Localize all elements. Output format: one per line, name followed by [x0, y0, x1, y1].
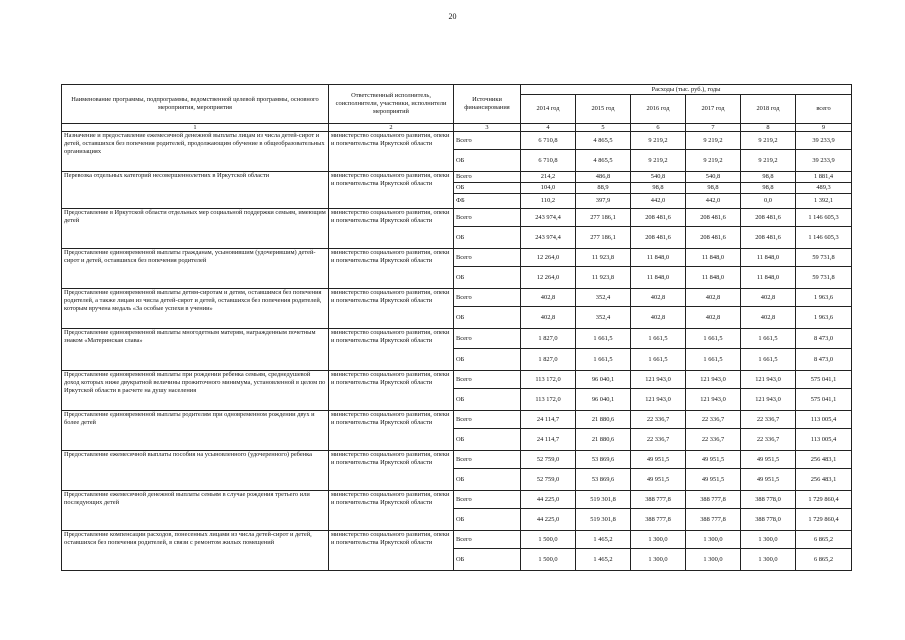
year-value: 11 848,0	[686, 249, 741, 267]
funding-source: ОБ	[454, 429, 521, 451]
year-value: 49 951,5	[741, 469, 796, 491]
year-value: 6 710,8	[521, 132, 576, 150]
total-value: 39 233,9	[796, 132, 852, 150]
year-value: 6 710,8	[521, 150, 576, 172]
year-value: 12 264,0	[521, 249, 576, 267]
year-value: 9 219,2	[741, 132, 796, 150]
year-value: 49 951,5	[686, 451, 741, 469]
budget-table	[61, 84, 852, 571]
year-value: 22 336,7	[741, 411, 796, 429]
funding-source: ОБ	[454, 267, 521, 289]
table-row	[62, 172, 852, 183]
year-value: 1 661,5	[741, 349, 796, 371]
year-value: 52 759,0	[521, 451, 576, 469]
year-value: 121 943,0	[631, 389, 686, 411]
funding-source: Всего	[454, 371, 521, 389]
year-value: 243 974,4	[521, 227, 576, 249]
year-value: 0,0	[741, 194, 796, 209]
year-value: 388 778,0	[741, 491, 796, 509]
year-value: 52 759,0	[521, 469, 576, 491]
year-value: 388 777,8	[631, 491, 686, 509]
measure-name: Предоставление единовременной выплаты при рождении ребенка семьям, среднедушевой доход которых ниже двукратной величины прожиточного минимума, установленной в целом по Иркутской области в расчете на душу населения	[62, 371, 329, 411]
table-row	[62, 132, 852, 150]
year-value: 1 300,0	[631, 531, 686, 549]
year-value: 1 465,2	[576, 549, 631, 571]
column-index: 4	[521, 124, 576, 132]
year-value: 540,8	[686, 172, 741, 183]
table-row	[62, 249, 852, 267]
year-value: 21 880,6	[576, 411, 631, 429]
year-value: 1 300,0	[631, 549, 686, 571]
responsible-executor: министерство социального развития, опеки и попечительства Иркутской области	[329, 371, 454, 411]
year-value: 442,0	[631, 194, 686, 209]
total-value: 6 865,2	[796, 531, 852, 549]
header-responsible: Ответственный исполнитель, соисполнители, участники, исполнители мероприятий	[329, 85, 454, 124]
year-value: 208 481,6	[686, 227, 741, 249]
year-value: 121 943,0	[686, 389, 741, 411]
responsible-executor: министерство социального развития, опеки и попечительства Иркутской области	[329, 411, 454, 451]
column-index: 5	[576, 124, 631, 132]
year-value: 98,8	[686, 183, 741, 194]
year-value: 11 848,0	[686, 267, 741, 289]
funding-source: Всего	[454, 451, 521, 469]
column-index: 8	[741, 124, 796, 132]
year-value: 49 951,5	[741, 451, 796, 469]
responsible-executor: министерство социального развития, опеки и попечительства Иркутской области	[329, 249, 454, 289]
year-value: 1 661,5	[576, 329, 631, 349]
funding-source: Всего	[454, 249, 521, 267]
year-value: 22 336,7	[631, 429, 686, 451]
measure-name: Предоставление ежемесячной выплаты пособия на усыновленного (удочеренного) ребенка	[62, 451, 329, 491]
header-year: 2016 год	[631, 95, 686, 124]
funding-source: ОБ	[454, 389, 521, 411]
year-value: 1 661,5	[631, 329, 686, 349]
total-value: 1 963,6	[796, 289, 852, 307]
year-value: 402,8	[521, 307, 576, 329]
page-number: 20	[448, 12, 457, 21]
year-value: 4 865,5	[576, 150, 631, 172]
year-value: 9 219,2	[686, 150, 741, 172]
funding-source: Всего	[454, 411, 521, 429]
funding-source: ОБ	[454, 307, 521, 329]
column-index: 6	[631, 124, 686, 132]
year-value: 1 300,0	[741, 549, 796, 571]
year-value: 1 465,2	[576, 531, 631, 549]
year-value: 24 114,7	[521, 411, 576, 429]
year-value: 9 219,2	[741, 150, 796, 172]
year-value: 44 225,0	[521, 491, 576, 509]
table-row	[62, 491, 852, 509]
year-value: 1 661,5	[631, 349, 686, 371]
total-value: 1 146 605,3	[796, 227, 852, 249]
year-value: 9 219,2	[631, 150, 686, 172]
year-value: 388 777,8	[686, 509, 741, 531]
responsible-executor: министерство социального развития, опеки и попечительства Иркутской области	[329, 209, 454, 249]
year-value: 12 264,0	[521, 267, 576, 289]
year-value: 208 481,6	[686, 209, 741, 227]
total-value: 489,3	[796, 183, 852, 194]
year-value: 96 040,1	[576, 389, 631, 411]
year-value: 208 481,6	[741, 209, 796, 227]
total-value: 59 731,8	[796, 267, 852, 289]
year-value: 402,8	[686, 289, 741, 307]
total-value: 1 881,4	[796, 172, 852, 183]
measure-name: Предоставление компенсации расходов, понесенных лицами из числа детей-сирот и детей, оставшихся без попечения родителей, в связи с ремонтом жилых помещений	[62, 531, 329, 571]
year-value: 402,8	[521, 289, 576, 307]
year-value: 121 943,0	[741, 389, 796, 411]
header-year: 2014 год	[521, 95, 576, 124]
year-value: 9 219,2	[631, 132, 686, 150]
total-value: 1 392,1	[796, 194, 852, 209]
year-value: 519 301,8	[576, 509, 631, 531]
funding-source: ОБ	[454, 469, 521, 491]
column-index: 7	[686, 124, 741, 132]
responsible-executor: министерство социального развития, опеки и попечительства Иркутской области	[329, 172, 454, 209]
year-value: 397,9	[576, 194, 631, 209]
year-value: 53 869,6	[576, 451, 631, 469]
year-value: 388 777,8	[686, 491, 741, 509]
year-value: 49 951,5	[631, 469, 686, 491]
table-row	[62, 451, 852, 469]
funding-source: ФБ	[454, 194, 521, 209]
funding-source: Всего	[454, 491, 521, 509]
year-value: 402,8	[631, 289, 686, 307]
measure-name: Предоставление единовременной выплаты многодетным матерям, награжденным почетным знаком «Материнская слава»	[62, 329, 329, 371]
year-value: 22 336,7	[741, 429, 796, 451]
header-year: 2015 год	[576, 95, 631, 124]
responsible-executor: министерство социального развития, опеки и попечительства Иркутской области	[329, 531, 454, 571]
year-value: 96 040,1	[576, 371, 631, 389]
header-program-name: Наименование программы, подпрограммы, ведомственной целевой программы, основного мероприятия, мероприятия	[62, 85, 329, 124]
total-value: 1 729 860,4	[796, 491, 852, 509]
funding-source: ОБ	[454, 349, 521, 371]
total-value: 575 041,1	[796, 371, 852, 389]
header-year: 2017 год	[686, 95, 741, 124]
year-value: 1 500,0	[521, 531, 576, 549]
table-row	[62, 329, 852, 349]
funding-source: ОБ	[454, 150, 521, 172]
total-value: 1 963,6	[796, 307, 852, 329]
funding-source: ОБ	[454, 183, 521, 194]
year-value: 1 500,0	[521, 549, 576, 571]
total-value: 113 005,4	[796, 411, 852, 429]
year-value: 49 951,5	[686, 469, 741, 491]
year-value: 243 974,4	[521, 209, 576, 227]
table-body	[62, 124, 852, 571]
year-value: 53 869,6	[576, 469, 631, 491]
year-value: 519 301,8	[576, 491, 631, 509]
year-value: 22 336,7	[686, 411, 741, 429]
year-value: 1 827,0	[521, 329, 576, 349]
year-value: 98,8	[741, 183, 796, 194]
column-index-row	[62, 124, 852, 132]
year-value: 98,8	[741, 172, 796, 183]
year-value: 208 481,6	[631, 209, 686, 227]
column-index: 1	[62, 124, 329, 132]
responsible-executor: министерство социального развития, опеки и попечительства Иркутской области	[329, 289, 454, 329]
year-value: 277 186,1	[576, 227, 631, 249]
funding-source: Всего	[454, 289, 521, 307]
year-value: 110,2	[521, 194, 576, 209]
table-row	[62, 289, 852, 307]
year-value: 388 777,8	[631, 509, 686, 531]
year-value: 1 827,0	[521, 349, 576, 371]
funding-source: Всего	[454, 329, 521, 349]
year-value: 98,8	[631, 183, 686, 194]
measure-name: Предоставление единовременной выплаты детям-сиротам и детям, оставшимся без попечения родителей, а также лицам из числа детей-сирот и детей, оставшихся без попечения родителей, которым вручена медаль «За особые успехи в учении»	[62, 289, 329, 329]
year-value: 49 951,5	[631, 451, 686, 469]
year-value: 1 661,5	[741, 329, 796, 349]
total-value: 256 483,1	[796, 469, 852, 491]
funding-source: Всего	[454, 172, 521, 183]
year-value: 4 865,5	[576, 132, 631, 150]
year-value: 11 848,0	[741, 249, 796, 267]
year-value: 277 186,1	[576, 209, 631, 227]
year-value: 1 300,0	[741, 531, 796, 549]
year-value: 388 778,0	[741, 509, 796, 531]
table-row	[62, 531, 852, 549]
year-value: 1 661,5	[686, 329, 741, 349]
year-value: 11 848,0	[631, 267, 686, 289]
measure-name: Предоставление в Иркутской области отдельных мер социальной поддержки семьям, имеющим детей	[62, 209, 329, 249]
year-value: 1 661,5	[686, 349, 741, 371]
year-value: 88,9	[576, 183, 631, 194]
measure-name: Назначение и предоставление ежемесячной денежной выплаты лицам из числа детей-сирот и детей, оставшихся без попечения родителей, продолжающим обучение в общеобразовательных организациях	[62, 132, 329, 172]
year-value: 22 336,7	[631, 411, 686, 429]
funding-source: Всего	[454, 209, 521, 227]
total-value: 256 483,1	[796, 451, 852, 469]
year-value: 121 943,0	[686, 371, 741, 389]
year-value: 44 225,0	[521, 509, 576, 531]
funding-source: Всего	[454, 531, 521, 549]
column-index: 9	[796, 124, 852, 132]
year-value: 22 336,7	[686, 429, 741, 451]
year-value: 540,8	[631, 172, 686, 183]
header-funding-source: Источники финансирования	[454, 85, 521, 124]
total-value: 8 473,0	[796, 349, 852, 371]
responsible-executor: министерство социального развития, опеки и попечительства Иркутской области	[329, 132, 454, 172]
year-value: 402,8	[686, 307, 741, 329]
year-value: 352,4	[576, 289, 631, 307]
year-value: 442,0	[686, 194, 741, 209]
total-value: 575 041,1	[796, 389, 852, 411]
table-row	[62, 371, 852, 389]
year-value: 11 923,8	[576, 267, 631, 289]
year-value: 486,8	[576, 172, 631, 183]
year-value: 1 661,5	[576, 349, 631, 371]
year-value: 214,2	[521, 172, 576, 183]
column-index: 2	[329, 124, 454, 132]
year-value: 9 219,2	[686, 132, 741, 150]
year-value: 121 943,0	[631, 371, 686, 389]
year-value: 1 300,0	[686, 549, 741, 571]
responsible-executor: министерство социального развития, опеки и попечительства Иркутской области	[329, 451, 454, 491]
header-year: 2018 год	[741, 95, 796, 124]
year-value: 208 481,6	[741, 227, 796, 249]
funding-source: ОБ	[454, 227, 521, 249]
year-value: 104,0	[521, 183, 576, 194]
year-value: 402,8	[631, 307, 686, 329]
column-index: 3	[454, 124, 521, 132]
year-value: 352,4	[576, 307, 631, 329]
year-value: 402,8	[741, 289, 796, 307]
year-value: 113 172,0	[521, 371, 576, 389]
year-value: 24 114,7	[521, 429, 576, 451]
total-value: 113 005,4	[796, 429, 852, 451]
total-value: 8 473,0	[796, 329, 852, 349]
measure-name: Предоставление единовременной выплаты гражданам, усыновившим (удочерившим) детей-сирот и детей, оставшихся без попечения родителей	[62, 249, 329, 289]
year-value: 402,8	[741, 307, 796, 329]
total-value: 6 865,2	[796, 549, 852, 571]
total-value: 1 729 860,4	[796, 509, 852, 531]
measure-name: Предоставление единовременной выплаты родителям при одновременном рождении двух и более детей	[62, 411, 329, 451]
year-value: 11 923,8	[576, 249, 631, 267]
total-value: 1 146 605,3	[796, 209, 852, 227]
total-value: 39 233,9	[796, 150, 852, 172]
header-total: всего	[796, 95, 852, 124]
table-row	[62, 209, 852, 227]
funding-source: ОБ	[454, 549, 521, 571]
responsible-executor: министерство социального развития, опеки и попечительства Иркутской области	[329, 329, 454, 371]
year-value: 11 848,0	[631, 249, 686, 267]
measure-name: Предоставление ежемесячной денежной выплаты семьям в случае рождения третьего или последующих детей	[62, 491, 329, 531]
header-expenses: Расходы (тыс. руб.), годы	[521, 85, 852, 95]
table-row	[62, 411, 852, 429]
year-value: 113 172,0	[521, 389, 576, 411]
year-value: 208 481,6	[631, 227, 686, 249]
funding-source: ОБ	[454, 509, 521, 531]
year-value: 11 848,0	[741, 267, 796, 289]
responsible-executor: министерство социального развития, опеки и попечительства Иркутской области	[329, 491, 454, 531]
total-value: 59 731,8	[796, 249, 852, 267]
year-value: 1 300,0	[686, 531, 741, 549]
funding-source: Всего	[454, 132, 521, 150]
year-value: 21 880,6	[576, 429, 631, 451]
year-value: 121 943,0	[741, 371, 796, 389]
measure-name: Перевозка отдельных категорий несовершеннолетних в Иркутской области	[62, 172, 329, 209]
